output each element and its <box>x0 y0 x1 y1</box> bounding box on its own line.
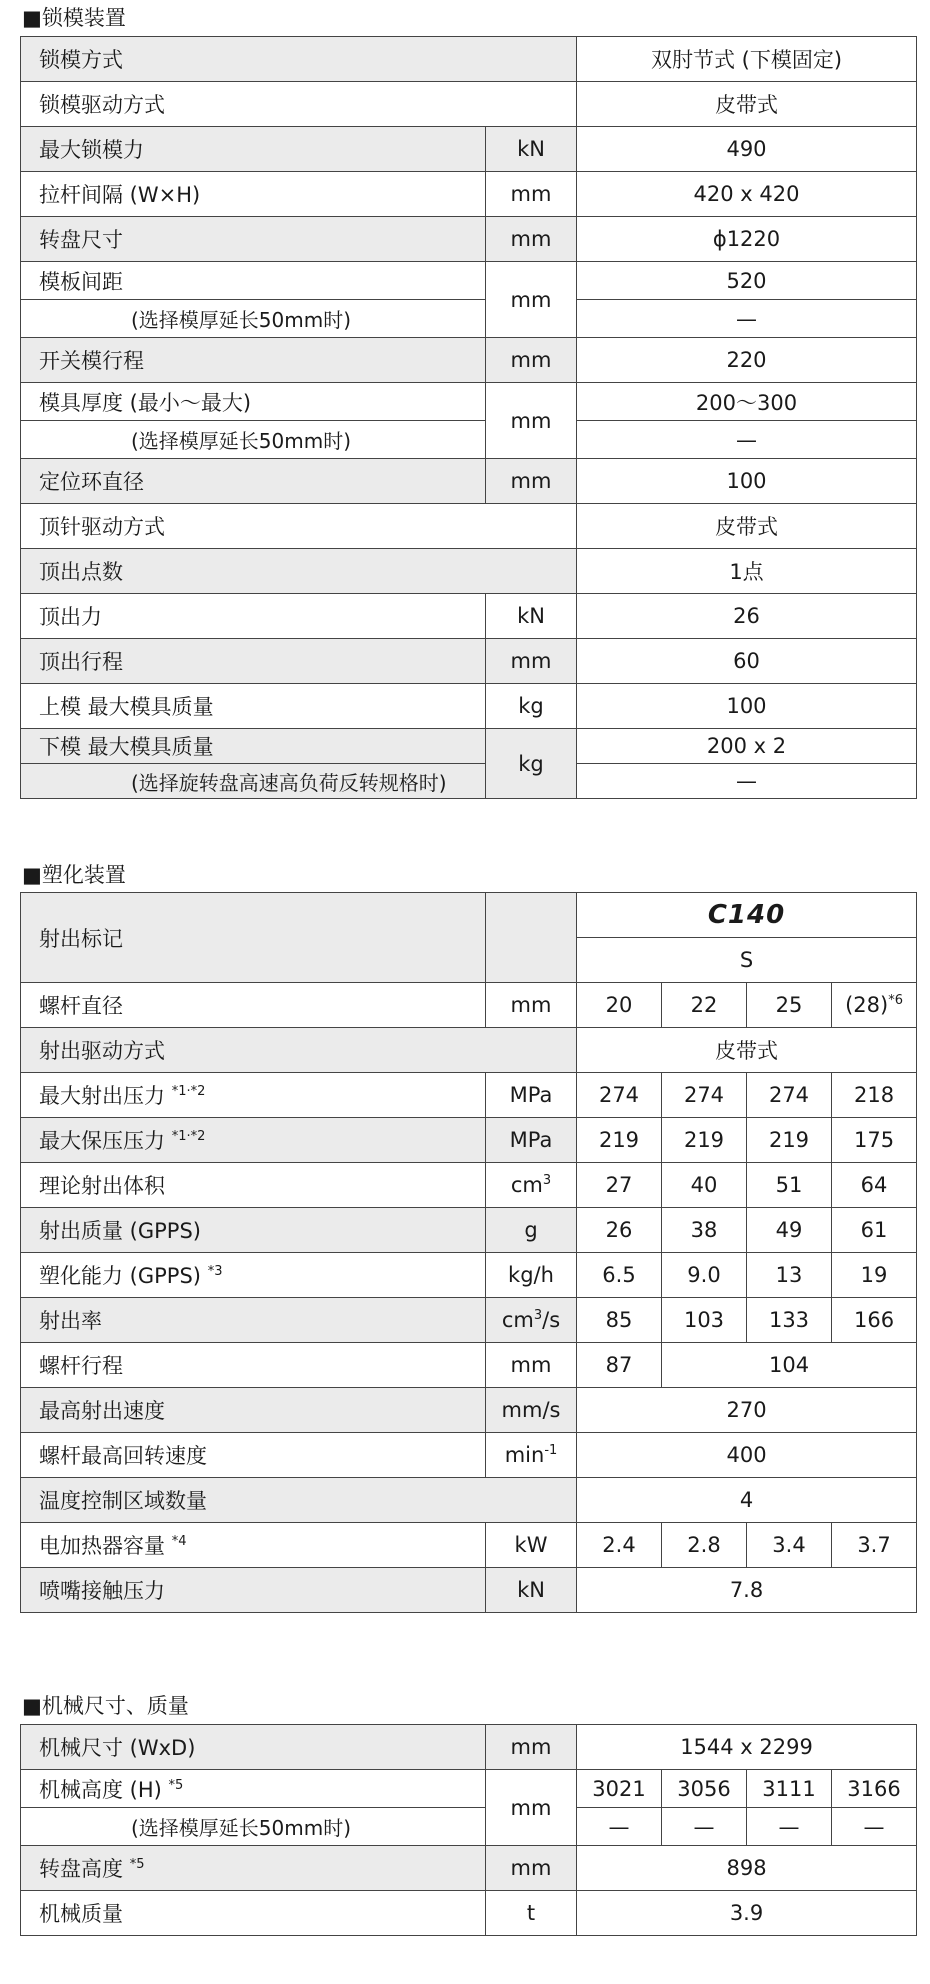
row-value: 51 <box>747 1163 832 1208</box>
table-row <box>21 262 917 300</box>
table-row <box>21 1298 917 1343</box>
row-value: 100 <box>577 459 917 504</box>
row-value: 皮带式 <box>577 1028 917 1073</box>
row-value: 85 <box>577 1298 662 1343</box>
footnote-mark: *6 <box>888 993 903 1008</box>
row-label: 锁模驱动方式 <box>21 82 577 127</box>
row-value: 104 <box>662 1343 917 1388</box>
footnote-mark: *1·*2 <box>171 1129 206 1144</box>
table-row <box>21 172 917 217</box>
row-unit: kg <box>486 684 577 729</box>
row-value: 26 <box>577 594 917 639</box>
table-row <box>21 338 917 383</box>
row-unit: mm <box>486 639 577 684</box>
row-unit: mm <box>486 172 577 217</box>
row-value: 218 <box>832 1073 917 1118</box>
machine-spec-table <box>20 1724 917 1936</box>
row-value: — <box>662 1808 747 1846</box>
table-row <box>21 1808 917 1846</box>
table-row <box>21 594 917 639</box>
row-label: 射出驱动方式 <box>21 1028 577 1073</box>
row-value: 3.4 <box>747 1523 832 1568</box>
row-label: 螺杆最高回转速度 <box>21 1433 486 1478</box>
row-label: 开关模行程 <box>21 338 486 383</box>
row-label <box>21 1073 486 1118</box>
row-value: — <box>832 1808 917 1846</box>
row-unit: mm <box>486 262 577 338</box>
table-row <box>21 983 917 1028</box>
row-value: 166 <box>832 1298 917 1343</box>
row-unit <box>486 1433 577 1478</box>
table-row <box>21 1208 917 1253</box>
row-label: 锁模方式 <box>21 37 577 82</box>
section-title-plastic: ■塑化装置 <box>22 863 126 887</box>
row-label: 定位环直径 <box>21 459 486 504</box>
row-unit: mm/s <box>486 1388 577 1433</box>
row-unit <box>486 1163 577 1208</box>
row-label: 下模 最大模具质量 <box>21 729 486 764</box>
row-value: — <box>577 300 917 338</box>
row-unit: kN <box>486 594 577 639</box>
blank-cell <box>486 938 577 983</box>
row-value: 6.5 <box>577 1253 662 1298</box>
unit-text: cm <box>501 1308 534 1332</box>
row-value: 490 <box>577 127 917 172</box>
row-value: 400 <box>577 1433 917 1478</box>
row-value: 200 x 2 <box>577 729 917 764</box>
row-value: ϕ1220 <box>577 217 917 262</box>
row-value: 219 <box>577 1118 662 1163</box>
footnote-mark: *5 <box>168 1777 184 1793</box>
row-label: 射出标记 <box>21 893 486 983</box>
row-sublabel: (选择旋转盘高速高负荷反转规格时) <box>21 764 486 799</box>
row-unit: mm <box>486 1343 577 1388</box>
row-value: 1544 x 2299 <box>577 1725 917 1770</box>
row-value: 7.8 <box>577 1568 917 1613</box>
row-label: 机械尺寸 (WxD) <box>21 1725 486 1770</box>
table-row <box>21 1725 917 1770</box>
row-value: 9.0 <box>662 1253 747 1298</box>
table-row <box>21 1770 917 1808</box>
row-unit: kN <box>486 1568 577 1613</box>
table-row <box>21 764 917 799</box>
footnote-mark: *5 <box>129 1857 145 1872</box>
row-value: 49 <box>747 1208 832 1253</box>
label-text: 最大射出压力 <box>39 1084 165 1108</box>
label-text: 电加热器容量 <box>39 1534 165 1558</box>
row-unit: kg <box>486 729 577 799</box>
table-row <box>21 421 917 459</box>
row-value: 1点 <box>577 549 917 594</box>
row-label <box>21 1770 486 1808</box>
row-unit: mm <box>486 217 577 262</box>
row-value: 40 <box>662 1163 747 1208</box>
row-value: 219 <box>662 1118 747 1163</box>
table-row <box>21 1568 917 1613</box>
row-label <box>21 1253 486 1298</box>
row-value: — <box>577 1808 662 1846</box>
unit-text: cm <box>510 1173 543 1197</box>
row-sublabel: (选择模厚延长50mm时) <box>21 421 486 459</box>
unit-exponent: -1 <box>544 1443 558 1458</box>
row-label <box>21 1846 486 1891</box>
table-row <box>21 37 917 82</box>
row-unit: mm <box>486 338 577 383</box>
row-value: 26 <box>577 1208 662 1253</box>
row-unit: mm <box>486 1846 577 1891</box>
row-unit: MPa <box>486 1073 577 1118</box>
unit-text: min <box>504 1443 545 1467</box>
row-unit: mm <box>486 983 577 1028</box>
row-value: 133 <box>747 1298 832 1343</box>
row-label: 射出率 <box>21 1298 486 1343</box>
plastic-spec-table <box>20 892 917 1613</box>
table-row <box>21 639 917 684</box>
row-value: 2.8 <box>662 1523 747 1568</box>
row-value: 3111 <box>747 1770 832 1808</box>
screw-type: S <box>577 938 917 983</box>
row-unit: kN <box>486 127 577 172</box>
row-value: 20 <box>577 983 662 1028</box>
table-row <box>21 1478 917 1523</box>
footnote-mark: *4 <box>171 1534 187 1549</box>
table-row <box>21 1523 917 1568</box>
row-label: 机械质量 <box>21 1891 486 1936</box>
table-row <box>21 1118 917 1163</box>
table-row <box>21 504 917 549</box>
row-unit: t <box>486 1891 577 1936</box>
row-value <box>832 983 917 1028</box>
table-row <box>21 1073 917 1118</box>
row-value: 898 <box>577 1846 917 1891</box>
row-unit: kW <box>486 1523 577 1568</box>
row-label: 最大锁模力 <box>21 127 486 172</box>
row-value: 60 <box>577 639 917 684</box>
brand-logo: C140 <box>707 900 786 930</box>
label-text: 最大保压压力 <box>39 1129 165 1153</box>
row-unit: mm <box>486 1725 577 1770</box>
row-value: 420 x 420 <box>577 172 917 217</box>
value-text: (28) <box>845 993 889 1017</box>
table-row <box>21 1028 917 1073</box>
row-label: 喷嘴接触压力 <box>21 1568 486 1613</box>
row-value: 2.4 <box>577 1523 662 1568</box>
row-label <box>21 1118 486 1163</box>
row-label: 最高射出速度 <box>21 1388 486 1433</box>
table-row <box>21 1891 917 1936</box>
row-label: 温度控制区域数量 <box>21 1478 577 1523</box>
row-value: 13 <box>747 1253 832 1298</box>
table-row <box>21 217 917 262</box>
row-value: 61 <box>832 1208 917 1253</box>
row-sublabel: (选择模厚延长50mm时) <box>21 300 486 338</box>
row-value: 3.9 <box>577 1891 917 1936</box>
row-label: 顶出点数 <box>21 549 577 594</box>
table-row <box>21 300 917 338</box>
row-label: 射出质量 (GPPS) <box>21 1208 486 1253</box>
row-value: 双肘节式 (下模固定) <box>577 37 917 82</box>
row-value: — <box>577 764 917 799</box>
footnote-mark: *1·*2 <box>171 1084 206 1099</box>
table-row <box>21 893 917 938</box>
row-label: 螺杆直径 <box>21 983 486 1028</box>
row-value: 274 <box>662 1073 747 1118</box>
row-value: 22 <box>662 983 747 1028</box>
brand-label <box>577 893 917 938</box>
section-title-clamp: ■锁模装置 <box>22 6 126 30</box>
footnote-mark: *3 <box>207 1264 223 1279</box>
row-label: 模板间距 <box>21 262 486 300</box>
row-unit <box>486 1298 577 1343</box>
row-label: 顶针驱动方式 <box>21 504 577 549</box>
row-value: 25 <box>747 983 832 1028</box>
row-value: 103 <box>662 1298 747 1343</box>
table-row <box>21 1388 917 1433</box>
row-value: 38 <box>662 1208 747 1253</box>
row-value: 270 <box>577 1388 917 1433</box>
row-sublabel: (选择模厚延长50mm时) <box>21 1808 486 1846</box>
label-text: 机械高度 (H) <box>39 1777 162 1802</box>
blank-cell <box>486 893 577 938</box>
table-row <box>21 82 917 127</box>
row-value: 64 <box>832 1163 917 1208</box>
row-value: 274 <box>747 1073 832 1118</box>
row-label: 上模 最大模具质量 <box>21 684 486 729</box>
row-label: 模具厚度 (最小～最大) <box>21 383 486 421</box>
table-row <box>21 1846 917 1891</box>
row-value: 200～300 <box>577 383 917 421</box>
table-row <box>21 1343 917 1388</box>
unit-tail: /s <box>542 1308 561 1332</box>
row-value: 220 <box>577 338 917 383</box>
row-label: 拉杆间隔 (W×H) <box>21 172 486 217</box>
row-value: 520 <box>577 262 917 300</box>
row-value: 3166 <box>832 1770 917 1808</box>
row-value: — <box>577 421 917 459</box>
table-row <box>21 684 917 729</box>
row-value: 19 <box>832 1253 917 1298</box>
unit-exponent: 3 <box>542 1173 552 1188</box>
section-title-machine: ■机械尺寸、质量 <box>22 1694 189 1718</box>
row-value: 87 <box>577 1343 662 1388</box>
table-row <box>21 459 917 504</box>
row-value: 3021 <box>577 1770 662 1808</box>
row-label: 顶出力 <box>21 594 486 639</box>
row-unit: g <box>486 1208 577 1253</box>
row-label: 转盘尺寸 <box>21 217 486 262</box>
clamp-spec-table <box>20 36 917 799</box>
label-text: 转盘高度 <box>39 1857 123 1881</box>
row-value: 274 <box>577 1073 662 1118</box>
table-row <box>21 1433 917 1478</box>
label-text: 塑化能力 (GPPS) <box>39 1264 201 1288</box>
row-value: 4 <box>577 1478 917 1523</box>
table-row <box>21 127 917 172</box>
row-unit: kg/h <box>486 1253 577 1298</box>
row-label: 顶出行程 <box>21 639 486 684</box>
row-unit: mm <box>486 459 577 504</box>
row-value: 27 <box>577 1163 662 1208</box>
unit-exponent: 3 <box>533 1308 543 1323</box>
table-row <box>21 1163 917 1208</box>
row-unit: mm <box>486 383 577 459</box>
row-value: 3056 <box>662 1770 747 1808</box>
row-value: 100 <box>577 684 917 729</box>
table-row <box>21 549 917 594</box>
row-value: 175 <box>832 1118 917 1163</box>
row-value: 皮带式 <box>577 504 917 549</box>
row-label: 理论射出体积 <box>21 1163 486 1208</box>
row-label: 螺杆行程 <box>21 1343 486 1388</box>
row-label <box>21 1523 486 1568</box>
row-value: 219 <box>747 1118 832 1163</box>
row-unit: MPa <box>486 1118 577 1163</box>
table-row <box>21 729 917 764</box>
table-row <box>21 383 917 421</box>
row-unit: mm <box>486 1770 577 1846</box>
table-row <box>21 1253 917 1298</box>
row-value: 3.7 <box>832 1523 917 1568</box>
row-value: 皮带式 <box>577 82 917 127</box>
row-value: — <box>747 1808 832 1846</box>
